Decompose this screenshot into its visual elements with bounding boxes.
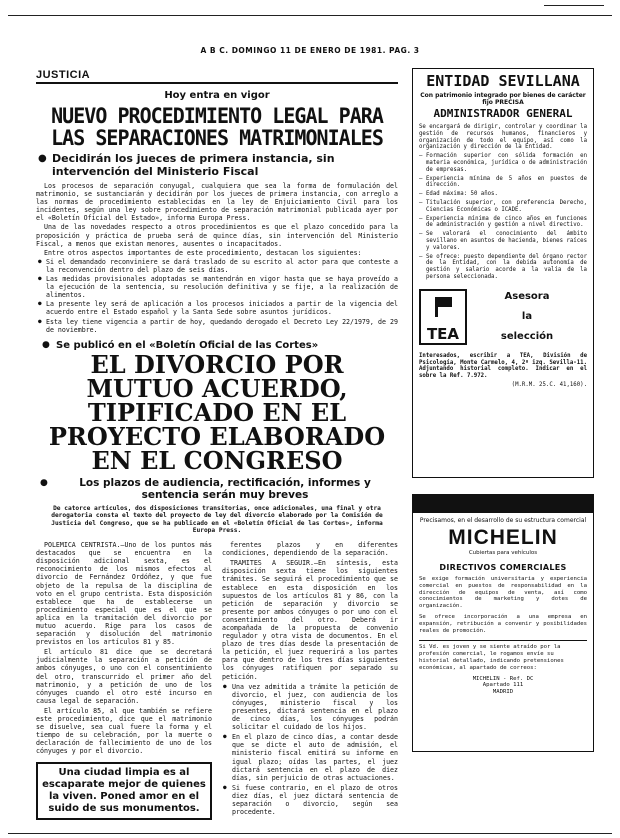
story2-kicker: ● Se publicó en el «Boletín Oficial de las Cortes» xyxy=(36,340,398,351)
ad-dark-band xyxy=(413,495,593,513)
requirement-item: – Titulación superior, con preferencia Derecho, Ciencias Económicas o ICADE. xyxy=(419,200,587,214)
address-line: Apartado 111 xyxy=(482,682,524,689)
story1-headline: NUEVO PROCEDIMIENTO LEGAL PARA LAS SEPARACIONES MATRIMONIALES xyxy=(51,104,383,150)
michelin-logo: MICHELIN xyxy=(448,526,558,549)
section-label: JUSTICIA xyxy=(36,69,91,81)
story2-deck: ● Los plazos de audiencia, rectificación, informes y sentencia serán muy breves xyxy=(36,477,398,501)
ad-subtitle: Con patrimonio integrado por bienes de carácter fijo PRECISA xyxy=(420,92,586,106)
ads-column xyxy=(412,68,594,752)
tea-block xyxy=(419,287,587,347)
story2-columns xyxy=(36,541,398,819)
requirement-item: – Experiencia mínima de 5 años en puestos de dirección. xyxy=(419,176,587,190)
corner-mark xyxy=(544,2,604,6)
ad-intro: Precisamos, en el desarrollo de su estructura comercial xyxy=(419,517,587,524)
paragraph: Una de las novedades respecto a otros procedimientos es que el plazo concedido para la proposición y práctica de prueba será de quince días, sin intervención del Ministerio Fiscal, a menos que existan menores, ausentes o incapacitados. xyxy=(36,223,398,248)
requirement-item: – Se valorará el conocimiento del ámbito sevillano en asuntos de hacienda, bienes raíces y valores. xyxy=(419,231,587,251)
bullet-item: ● Las medidas provisionales adoptadas se mantendrán en vigor hasta que se haya proveído a la ejecución de la sentencia, su resolución definitiva y se fije, a la realización de alimentos. xyxy=(36,275,398,299)
page-header: A B C. DOMINGO 11 DE ENERO DE 1981. PAG. 3 xyxy=(200,46,420,55)
job-ad-michelin xyxy=(412,494,594,752)
tea-logo-label: TEA xyxy=(426,324,460,343)
ad-body xyxy=(419,124,587,281)
paragraph: Entre otros aspectos importantes de este procedimiento, destacan los siguientes: xyxy=(44,248,362,257)
story2-headline: EL DIVORCIO POR MUTUO ACUERDO, TIPIFICADO EN EL PROYECTO ELABORADO EN EL CONGRESO xyxy=(48,349,386,475)
address-line: MADRID xyxy=(492,689,514,696)
main-column xyxy=(36,86,398,820)
story2-col2 xyxy=(222,541,398,819)
paragraph: El artículo 81 dice que se decretará judicialmente la separación a petición de ambos cónyuges, o uno con el consentimiento del otro, transcurrido el primer año del matrimonio, y a petición de uno de los cónyuges cuando el otro esté incurso en causa legal de separación. xyxy=(36,648,212,705)
tea-slogan-line: la xyxy=(521,310,533,322)
flag-icon xyxy=(435,297,455,317)
paragraph: TRAMITES A SEGUIR.—En síntesis, esta disposición sexta tiene los siguientes trámites. Se seguirá el procedimiento que se establece en esta disposición en los supuestos de los artículos 81 y 86, con la petición de separación y divorcio se presente por ambos cónyuges o por uno con el consentimiento del otro. Deberá ir acompañada de la propuesta de convenio regulador y otra vista de documentos. En el plazo de tres días desde la presentación de la petición, el juez requerirá a los partes para que dentro de los tres días siguientes los cónyuges ratifiquen por separado su petición. xyxy=(222,559,398,681)
bullet-item: ● Una vez admitida a trámite la petición de divorcio, el juez, con audiencia de los cónyuges, ministerio fiscal y los presentes, dictará sentencia en el plazo de cinco días, los cónyuges podrán solicitar el cuidado de los hijos. xyxy=(222,683,398,732)
bullet-item: ● Esta ley tiene vigencia a partir de hoy, quedando derogado el Decreto Ley 22/1979, de 29 de noviembre. xyxy=(36,318,398,334)
bullet-item: ● La presente ley será de aplicación a los procesos iniciados a partir de la vigencia del acuerdo entre el Estado español y la Santa Sede sobre asuntos jurídicos. xyxy=(36,300,398,316)
requirement-item: – Edad máxima: 50 años. xyxy=(419,191,587,198)
tea-slogan-line: selección xyxy=(500,330,554,342)
paragraph: ferentes plazos y en diferentes condiciones, dependiendo de la separación. xyxy=(222,541,398,558)
story1-kicker: Hoy entra en vigor xyxy=(164,90,270,101)
paragraph: El artículo 85, al que también se refiere este procedimiento, dice que el matrimonio se disuelve, sea cual fuere la forma y el tiempo de su celebración, por la muerte o declaración de fallecimiento de uno de los cónyuges y por el divorcio. xyxy=(36,706,212,756)
tea-slogan-line: Asesora xyxy=(504,290,550,302)
story2-col1 xyxy=(36,541,212,819)
ad-body: Se exige formación universitaria y experiencia comercial en puestos de responsabilidad en la dirección de equipos de venta, así como conocimientos de marketing y dotes de organización. xyxy=(419,576,587,610)
ad-title: ENTIDAD SEVILLANA xyxy=(426,72,580,90)
section-rule xyxy=(36,82,398,84)
ad-subtitle: Cubiertas para vehículos xyxy=(468,550,538,556)
address-line: MICHELIN - Ref. DC xyxy=(472,675,534,682)
story1-body xyxy=(36,182,398,334)
ad-intro: Se encargará de dirigir, controlar y coordinar la gestión de recursos humanos, financieros y organización de todo el equipo, así como la organización y dirección de la Entidad. xyxy=(419,124,587,151)
top-rule xyxy=(8,2,612,16)
civic-notice-box: Una ciudad limpia es al escaparate mejor de quienes la viven. Poned amor en el suido de sus monumentos. xyxy=(36,762,212,820)
ad-role: ADMINISTRADOR GENERAL xyxy=(433,107,573,120)
bullet-item: ● Si el demandado reconviniere se dará traslado de su escrito al actor para que conteste a la reconvención dentro del plazo de seis días. xyxy=(36,258,398,274)
bullet-item: ● Si fuese contrario, en el plazo de otros diez días, el juez dictará sentencia de separación o divorcio, según sea procedente. xyxy=(222,784,398,816)
michelin-content xyxy=(419,517,587,696)
ad-body-offer: Se ofrece incorporación a una empresa en expansión, retribución a convenir y posibilidades reales de promoción. xyxy=(419,613,587,634)
story2-lead: De catorce artículos, dos disposiciones transitorias, once adicionales, una final y otra derogatoria consta el texto del proyecto de ley del divorcio elaborado por la Comisión de Justicia del Congreso, que se ha publicado en el «Boletín Oficial de las Cortes», informa Europa Press. xyxy=(51,504,383,535)
tea-logo xyxy=(419,289,467,345)
paragraph: Los procesos de separación conyugal, cualquiera que sea la forma de formulación del matrimonio, se sustanciarán y decidirán por los jueces de primera instancia, con arreglo a las normas de procedimiento establecidas en la ley de Enjuiciamiento Civil para los incidentes, según una ley sobre procedimiento de separación matrimonial publicada ayer por el «Boletín Oficial del Estado», informa Europa Press. xyxy=(36,182,398,223)
requirement-item: – Se ofrece: puesto dependiente del órgano rector de la Entidad, con la debida autonomía de gestión y salario acorde a la valía de la persona seleccionada. xyxy=(419,254,587,281)
tea-slogan xyxy=(467,287,587,347)
ad-role: DIRECTIVOS COMERCIALES xyxy=(439,563,567,572)
bullet-item: ● En el plazo de cinco días, a contar desde que se dicte el auto de admisión, el ministerio fiscal emitirá su informe en igual plazo; oídas las partes, el juez dictará sentencia en el plazo de diez días, sin perjuicio de otras actuaciones. xyxy=(222,733,398,782)
requirement-item: – Formación superior con sólida formación en materia económica, jurídica o de administración de empresas. xyxy=(419,153,587,173)
requirement-item: – Experiencia mínima de cinco años en funciones de administración y gestión a nivel directivo. xyxy=(419,216,587,230)
story1-deck: ● Decidirán los jueces de primera instancia, sin intervención del Ministerio Fiscal xyxy=(36,152,398,178)
ad-contact: Si Vd. es joven y se siente atraído por la profesión comercial, le rogamos envíe su historial detallado, indicando pretensiones económicas, al apartado de correos: xyxy=(419,640,587,671)
ad-address xyxy=(419,676,587,696)
job-ad-entidad xyxy=(412,68,594,478)
ad-reference: (M.R.M. 25.C. 41,160). xyxy=(511,381,587,388)
paragraph: POLEMICA CENTRISTA.—Uno de los puntos más destacados que se encuentra en la disposición adicional sexta, es el reconocimiento de los mismos efectos al divorcio de Fernández Ordóñez, y que fue objeto de la repulsa de la disciplina de voto en el grupo centrista. Esta disposición establece que ha de establecerse un procedimiento especial que es el que se aplica en la tramitación del divorcio por mutuo acuerdo. Rige para los casos de separación y disolución del matrimonio previstos en los artículos 81 y 85. xyxy=(36,541,212,647)
ad-contact: Interesados, escribir a TEA, División de Psicología, Monte Carmelo, 4, 2º izq. Sevilla-11. Adjuntando historial completo. Indicar en el sobre la Ref. 7.972. xyxy=(419,352,587,380)
bottom-rule xyxy=(8,833,612,834)
